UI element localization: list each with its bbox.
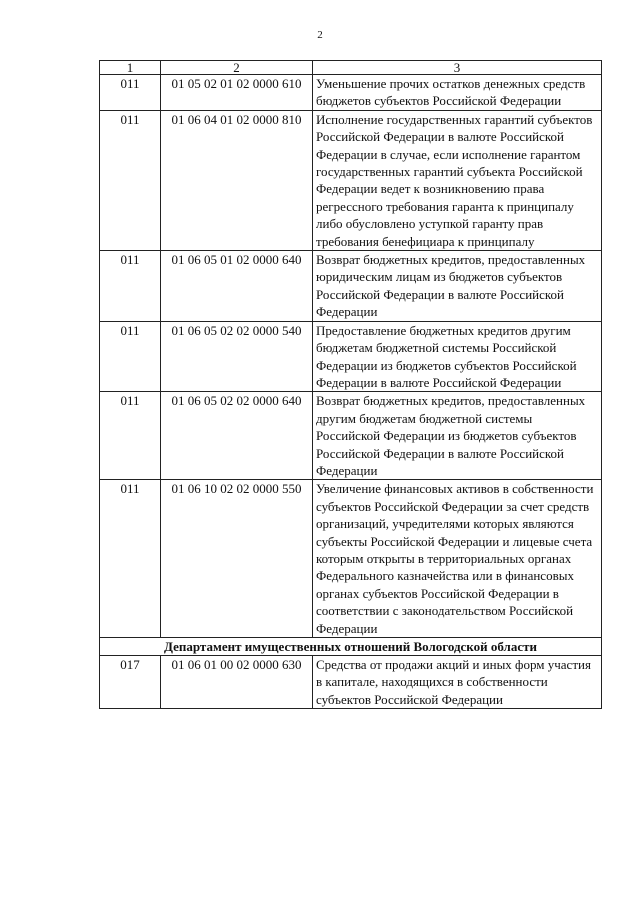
admin-code-cell: 017 xyxy=(100,656,161,709)
description-cell: Уменьшение прочих остатков денежных средств бюджетов субъектов Российской Федерации xyxy=(313,75,602,111)
description-cell: Увеличение финансовых активов в собственности субъектов Российской Федерации за счет средств организаций, учредителями которых являются субъекты Российской Федерации и лицевые счета которым открыты в территориальных органах Федерального казначейства или в финансовых органах субъектов Российской Федерации в соответствии с законодательством Российской Федерации xyxy=(313,480,602,638)
admin-code-cell: 011 xyxy=(100,392,161,480)
admin-code-cell: 011 xyxy=(100,251,161,322)
budget-codes-table xyxy=(99,60,602,709)
table-row xyxy=(100,321,602,392)
admin-code-cell: 011 xyxy=(100,321,161,392)
header-col-2: 2 xyxy=(161,61,313,75)
budget-code-cell: 01 05 02 01 02 0000 610 xyxy=(161,75,313,111)
table-row xyxy=(100,75,602,111)
budget-code-cell: 01 06 05 02 02 0000 540 xyxy=(161,321,313,392)
budget-code-cell: 01 06 05 01 02 0000 640 xyxy=(161,251,313,322)
description-cell: Возврат бюджетных кредитов, предоставленных другим бюджетам бюджетной системы Российской Федерации из бюджетов субъектов Российской Федерации в валюте Российской Федерации xyxy=(313,392,602,480)
description-cell: Возврат бюджетных кредитов, предоставленных юридическим лицам из бюджетов субъектов Российской Федерации в валюте Российской Федерации xyxy=(313,251,602,322)
department-heading: Департамент имущественных отношений Вологодской области xyxy=(100,638,602,656)
budget-code-cell: 01 06 05 02 02 0000 640 xyxy=(161,392,313,480)
department-row xyxy=(100,638,602,656)
admin-code-cell: 011 xyxy=(100,75,161,111)
table-header-row xyxy=(100,61,602,75)
description-cell: Предоставление бюджетных кредитов другим бюджетам бюджетной системы Российской Федерации из бюджетов субъектов Российской Федерации в валюте Российской Федерации xyxy=(313,321,602,392)
table-row xyxy=(100,480,602,638)
header-col-1: 1 xyxy=(100,61,161,75)
budget-code-cell: 01 06 10 02 02 0000 550 xyxy=(161,480,313,638)
description-cell: Средства от продажи акций и иных форм участия в капитале, находящихся в собственности субъектов Российской Федерации xyxy=(313,656,602,709)
description-cell: Исполнение государственных гарантий субъектов Российской Федерации в валюте Российской Федерации в случае, если исполнение гарантом государственных гарантий субъекта Российской Федерации ведет к возникновению права регрессного требования гаранта к принципалу либо обусловлено уступкой гаранту прав требования бенефициара к принципалу xyxy=(313,110,602,250)
admin-code-cell: 011 xyxy=(100,480,161,638)
table-row xyxy=(100,656,602,709)
page-number: 2 xyxy=(317,29,323,41)
table-row xyxy=(100,251,602,322)
header-col-3: 3 xyxy=(313,61,602,75)
budget-code-cell: 01 06 04 01 02 0000 810 xyxy=(161,110,313,250)
table-row xyxy=(100,392,602,480)
table-row xyxy=(100,110,602,250)
budget-code-cell: 01 06 01 00 02 0000 630 xyxy=(161,656,313,709)
admin-code-cell: 011 xyxy=(100,110,161,250)
